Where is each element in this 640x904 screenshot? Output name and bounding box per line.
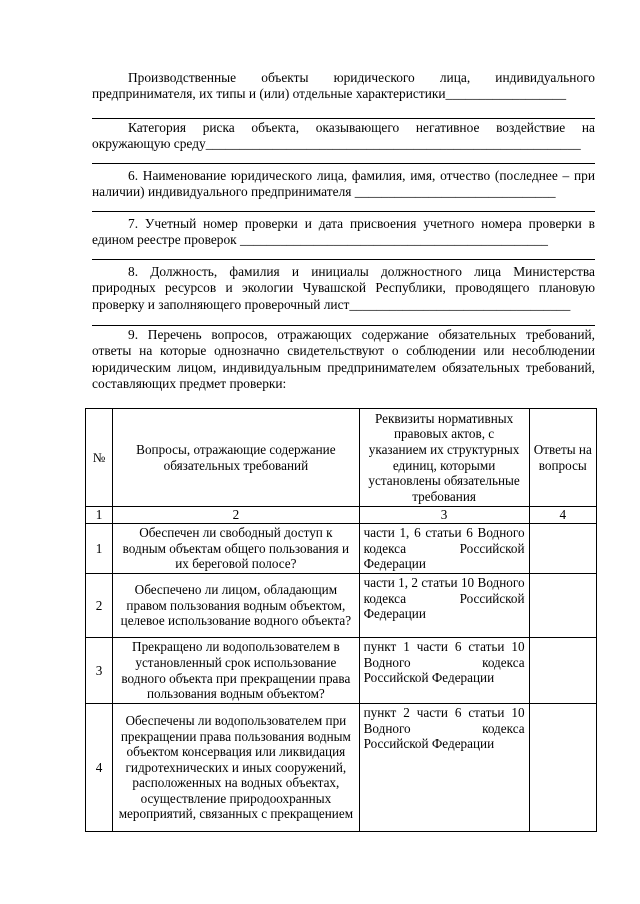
header-questions: Вопросы, отражающие содержание обязательных требований xyxy=(113,409,359,507)
row-number: 3 xyxy=(86,638,113,704)
paragraph-production-objects xyxy=(92,70,595,103)
row-answer-cell[interactable] xyxy=(529,574,596,638)
row-answer-cell[interactable] xyxy=(529,704,596,832)
column-number-row xyxy=(86,507,597,524)
blank-line xyxy=(92,163,595,164)
row-answer-cell[interactable] xyxy=(529,638,596,704)
requirements-table xyxy=(85,408,597,832)
table-row xyxy=(86,524,597,574)
column-number: 2 xyxy=(113,507,359,524)
row-legal-reference: пункт 1 части 6 статьи 10 Водного кодекса Российской Федерации xyxy=(359,638,529,704)
row-number: 1 xyxy=(86,524,113,574)
paragraph-text: 6. Наименование юридического лица, фамилия, имя, отчество (последнее – при наличии) индивидуального предпринимателя ______________________________ xyxy=(92,168,595,200)
row-question: Прекращено ли водопользователем в установленный срок использование водного объекта при прекращении права пользования водным объектом? xyxy=(113,638,359,704)
row-legal-reference: части 1, 2 статьи 10 Водного кодекса Российской Федерации xyxy=(359,574,529,638)
column-number: 4 xyxy=(529,507,596,524)
header-legal-acts: Реквизиты нормативных правовых актов, с указанием их структурных единиц, которыми установлены обязательные требования xyxy=(359,409,529,507)
table-header-row xyxy=(86,409,597,507)
header-number: № xyxy=(86,409,113,507)
blank-line xyxy=(92,211,595,212)
row-answer-cell[interactable] xyxy=(529,524,596,574)
paragraph-text: 8. Должность, фамилия и инициалы должностного лица Министерства природных ресурсов и экологии Чувашской Республики, проводящего плановую проверку и заполняющего проверочный лист_________________________________ xyxy=(92,264,595,312)
row-question: Обеспечены ли водопользователем при прекращении права пользования водным объектом консервация или ликвидация гидротехнических и иных сооружений, расположенных на водных объектах, осуществление природоохранных мероприятий, связанных с прекращением xyxy=(113,704,359,832)
paragraph-8-official xyxy=(92,264,595,313)
paragraph-7-inspection-number xyxy=(92,216,595,249)
table-row xyxy=(86,574,597,638)
row-question: Обеспечено ли лицом, обладающим правом пользования водным объектом, целевое использование водного объекта? xyxy=(113,574,359,638)
row-legal-reference: пункт 2 части 6 статьи 10 Водного кодекса Российской Федерации xyxy=(359,704,529,832)
paragraph-text: Производственные объекты юридического лица, индивидуального предпринимателя, их типы и (или) отдельные характеристики__________________ xyxy=(92,70,595,102)
paragraph-6-entity-name xyxy=(92,168,595,201)
table-row xyxy=(86,704,597,832)
row-number: 2 xyxy=(86,574,113,638)
paragraph-text: 9. Перечень вопросов, отражающих содержание обязательных требований, ответы на которые однозначно свидетельствуют о соблюдении или несоблюдении юридическим лицом, индивидуальным предпринимателем обязательных требований, составляющих предмет проверки: xyxy=(92,327,595,392)
paragraph-text: Категория риска объекта, оказывающего негативное воздействие на окружающую среду________________________________________________________ xyxy=(92,120,595,152)
row-question: Обеспечен ли свободный доступ к водным объектам общего пользования и их береговой полосе? xyxy=(113,524,359,574)
blank-line xyxy=(92,325,595,326)
table-row xyxy=(86,638,597,704)
column-number: 1 xyxy=(86,507,113,524)
paragraph-text: 7. Учетный номер проверки и дата присвоения учетного номера проверки в едином реестре проверок ______________________________________________ xyxy=(92,216,595,248)
column-number: 3 xyxy=(359,507,529,524)
row-number: 4 xyxy=(86,704,113,832)
paragraph-9-questions-list xyxy=(92,327,595,393)
blank-line xyxy=(92,259,595,260)
paragraph-risk-category xyxy=(92,120,595,153)
header-answers: Ответы на вопросы xyxy=(529,409,596,507)
blank-line xyxy=(92,118,595,119)
row-legal-reference: части 1, 6 статьи 6 Водного кодекса Российской Федерации xyxy=(359,524,529,574)
